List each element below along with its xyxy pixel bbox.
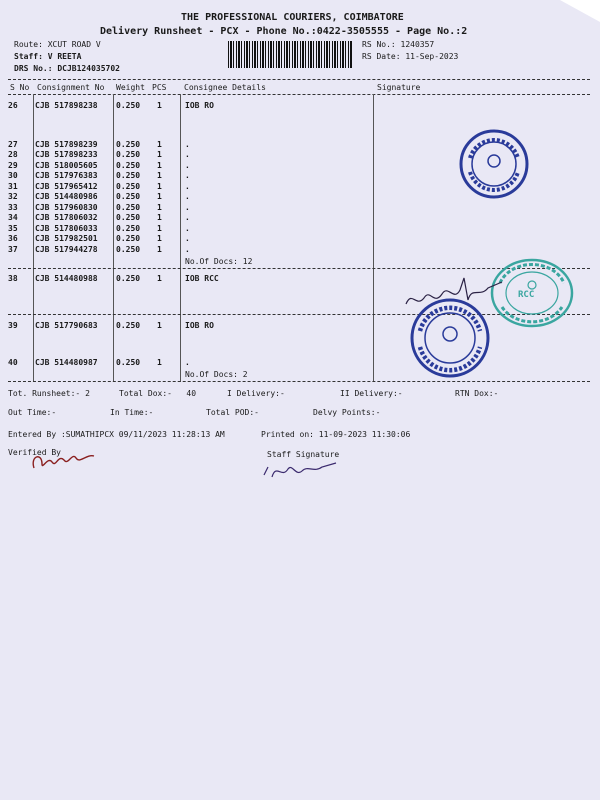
rtn-dox: RTN Dox:-: [455, 389, 499, 398]
cell-consignee: .: [185, 150, 190, 159]
drs-number: DRS No.: DCJB124035702: [14, 64, 120, 73]
divider: [8, 381, 590, 382]
cell-weight: 0.250: [116, 358, 141, 367]
column-line: [180, 94, 181, 382]
company-title: THE PROFESSIONAL COURIERS, COIMBATORE: [181, 12, 404, 23]
cell-pcs: 1: [157, 182, 162, 191]
cell-consignment: CJB 517898239: [35, 140, 98, 149]
docs-count-note: No.Of Docs: 12: [185, 257, 253, 266]
cell-pcs: 1: [157, 213, 162, 222]
cell-sno: 36: [8, 234, 18, 243]
cell-consignee: .: [185, 182, 190, 191]
staff-signature: [260, 457, 340, 483]
entered-by: Entered By :SUMATHIPCX 09/11/2023 11:28:13 AM: [8, 430, 225, 439]
cell-pcs: 1: [157, 203, 162, 212]
cell-sno: 27: [8, 140, 18, 149]
cell-consignee: .: [185, 234, 190, 243]
cell-pcs: 1: [157, 245, 162, 254]
cell-consignee: .: [185, 203, 190, 212]
verified-by-label: Verified By: [8, 448, 61, 457]
cell-pcs: 1: [157, 224, 162, 233]
cell-pcs: 1: [157, 150, 162, 159]
column-line: [113, 94, 114, 382]
cell-sno: 33: [8, 203, 18, 212]
cell-consignment: CJB 514480988: [35, 274, 98, 283]
printed-on: Printed on: 11-09-2023 11:30:06: [261, 430, 411, 439]
cell-consignment: CJB 517898238: [35, 101, 98, 110]
cell-consignee: .: [185, 140, 190, 149]
cell-consignment: CJB 517976383: [35, 171, 98, 180]
col-weight: Weight: [116, 83, 145, 92]
cell-consignment: CJB 517806032: [35, 213, 98, 222]
cell-weight: 0.250: [116, 150, 141, 159]
cell-consignment: CJB 517982501: [35, 234, 98, 243]
cell-consignee: .: [185, 192, 190, 201]
cell-sno: 30: [8, 171, 18, 180]
rcc-stamp-text: RCC: [518, 290, 535, 300]
barcode: [228, 41, 353, 68]
cell-sno: 35: [8, 224, 18, 233]
rs-date: RS Date: 11-Sep-2023: [362, 52, 459, 61]
folded-corner: [560, 0, 600, 22]
staff-label: Staff: V REETA: [14, 52, 82, 61]
cell-consignment: CJB 517944278: [35, 245, 98, 254]
cell-weight: 0.250: [116, 203, 141, 212]
ii-delivery: II Delivery:-: [340, 389, 403, 398]
cell-pcs: 1: [157, 274, 162, 283]
col-sno: S No: [10, 83, 30, 92]
cell-sno: 34: [8, 213, 18, 222]
cell-weight: 0.250: [116, 213, 141, 222]
cell-weight: 0.250: [116, 224, 141, 233]
cell-consignee: .: [185, 171, 190, 180]
col-signature: Signature: [377, 83, 421, 92]
cell-sno: 32: [8, 192, 18, 201]
cell-pcs: 1: [157, 171, 162, 180]
divider: [8, 79, 590, 80]
iob-ro-stamp: [458, 128, 530, 200]
cell-sno: 39: [8, 321, 18, 330]
cell-pcs: 1: [157, 192, 162, 201]
staff-signature-label: Staff Signature: [267, 450, 340, 459]
cell-weight: 0.250: [116, 182, 141, 191]
cell-pcs: 1: [157, 161, 162, 170]
cell-sno: 38: [8, 274, 18, 283]
i-delivery: I Delivery:-: [227, 389, 285, 398]
cell-consignment: CJB 517806033: [35, 224, 98, 233]
col-consignment: Consignment No: [37, 83, 105, 92]
cell-weight: 0.250: [116, 140, 141, 149]
docs-count-note: No.Of Docs: 2: [185, 370, 248, 379]
cell-sno: 29: [8, 161, 18, 170]
cell-consignee: .: [185, 245, 190, 254]
iob-regional-stamp: [404, 297, 496, 379]
cell-consignment: CJB 514480987: [35, 358, 98, 367]
rs-number: RS No.: 1240357: [362, 40, 435, 49]
cell-consignee: IOB RO: [185, 321, 214, 330]
cell-consignment: CJB 517960830: [35, 203, 98, 212]
cell-pcs: 1: [157, 101, 162, 110]
cell-consignee: .: [185, 358, 190, 367]
cell-weight: 0.250: [116, 161, 141, 170]
cell-weight: 0.250: [116, 321, 141, 330]
cell-consignment: CJB 517790683: [35, 321, 98, 330]
cell-consignment: CJB 514480986: [35, 192, 98, 201]
runsheet-subtitle: Delivery Runsheet - PCX - Phone No.:0422-3505555 - Page No.:2: [100, 26, 468, 37]
cell-consignee: .: [185, 161, 190, 170]
col-pcs: PCS: [152, 83, 167, 92]
out-time: Out Time:-: [8, 408, 57, 417]
cell-weight: 0.250: [116, 245, 141, 254]
column-line: [33, 94, 34, 382]
cell-pcs: 1: [157, 358, 162, 367]
cell-consignment: CJB 517965412: [35, 182, 98, 191]
cell-sno: 37: [8, 245, 18, 254]
cell-weight: 0.250: [116, 101, 141, 110]
delvy-points: Delvy Points:-: [313, 408, 381, 417]
cell-sno: 31: [8, 182, 18, 191]
cell-consignee: IOB RCC: [185, 274, 219, 283]
cell-weight: 0.250: [116, 274, 141, 283]
cell-pcs: 1: [157, 234, 162, 243]
tot-runsheet: Tot. Runsheet:- 2: [8, 389, 90, 398]
total-pod: Total POD:-: [206, 408, 259, 417]
cell-consignee: .: [185, 224, 190, 233]
cell-weight: 0.250: [116, 171, 141, 180]
col-consignee: Consignee Details: [184, 83, 266, 92]
cell-sno: 40: [8, 358, 18, 367]
total-dox: Total Dox:- 40: [119, 389, 197, 398]
cell-weight: 0.250: [116, 234, 141, 243]
cell-consignee: IOB RO: [185, 101, 214, 110]
divider: [8, 94, 590, 95]
cell-consignment: CJB 518005605: [35, 161, 98, 170]
cell-sno: 28: [8, 150, 18, 159]
verified-signature: [28, 446, 100, 476]
cell-consignee: .: [185, 213, 190, 222]
cell-consignment: CJB 517898233: [35, 150, 98, 159]
cell-weight: 0.250: [116, 192, 141, 201]
cell-sno: 26: [8, 101, 18, 110]
in-time: In Time:-: [110, 408, 154, 417]
cell-pcs: 1: [157, 140, 162, 149]
column-line: [373, 94, 374, 382]
cell-pcs: 1: [157, 321, 162, 330]
route-label: Route: XCUT ROAD V: [14, 40, 101, 49]
